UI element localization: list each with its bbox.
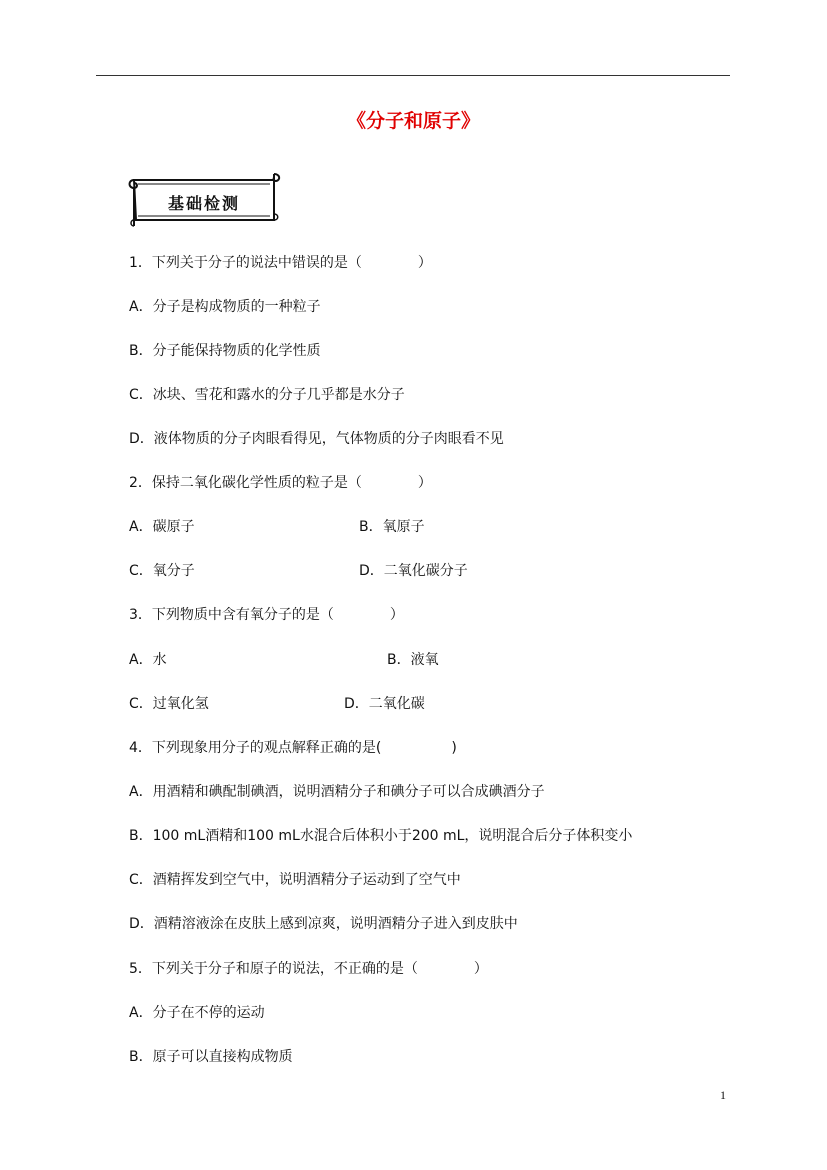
answer-option: C．过氧化氢 <box>129 696 209 712</box>
answer-option: C．氧分子 <box>129 563 195 579</box>
answer-option: D．酒精溶液涂在皮肤上感到凉爽，说明酒精分子进入到皮肤中 <box>129 916 518 932</box>
answer-option: B．氧原子 <box>359 519 425 535</box>
answer-option: B．分子能保持物质的化学性质 <box>129 343 321 359</box>
answer-option: B．原子可以直接构成物质 <box>129 1049 293 1065</box>
answer-option: D．二氧化碳 <box>344 696 425 712</box>
question-stem: 4．下列现象用分子的观点解释正确的是( ) <box>129 740 457 756</box>
answer-option: C．冰块、雪花和露水的分子几乎都是水分子 <box>129 387 405 403</box>
answer-option: A．碳原子 <box>129 519 195 535</box>
answer-option: C．酒精挥发到空气中，说明酒精分子运动到了空气中 <box>129 872 461 888</box>
section-banner <box>124 170 284 228</box>
answer-option: D．液体物质的分子肉眼看得见，气体物质的分子肉眼看不见 <box>129 431 504 447</box>
question-stem: 5．下列关于分子和原子的说法，不正确的是（ ） <box>129 961 488 977</box>
answer-option: B．100 mL酒精和100 mL水混合后体积小于200 mL，说明混合后分子体积变小 <box>129 828 633 844</box>
question-stem: 1．下列关于分子的说法中错误的是（ ） <box>129 255 432 271</box>
header-rule <box>96 75 730 76</box>
answer-option: A．水 <box>129 652 167 668</box>
document-title: 《分子和原子》 <box>346 110 480 132</box>
answer-option: A．用酒精和碘配制碘酒，说明酒精分子和碘分子可以合成碘酒分子 <box>129 784 545 800</box>
answer-option: B．液氧 <box>387 652 439 668</box>
page-number: 1 <box>720 1088 726 1102</box>
answer-option: D．二氧化碳分子 <box>359 563 468 579</box>
answer-option: A．分子是构成物质的一种粒子 <box>129 299 321 315</box>
section-label: 基础检测 <box>167 194 240 213</box>
question-stem: 3．下列物质中含有氧分子的是（ ） <box>129 607 404 623</box>
question-stem: 2．保持二氧化碳化学性质的粒子是（ ） <box>129 475 432 491</box>
answer-option: A．分子在不停的运动 <box>129 1005 265 1021</box>
